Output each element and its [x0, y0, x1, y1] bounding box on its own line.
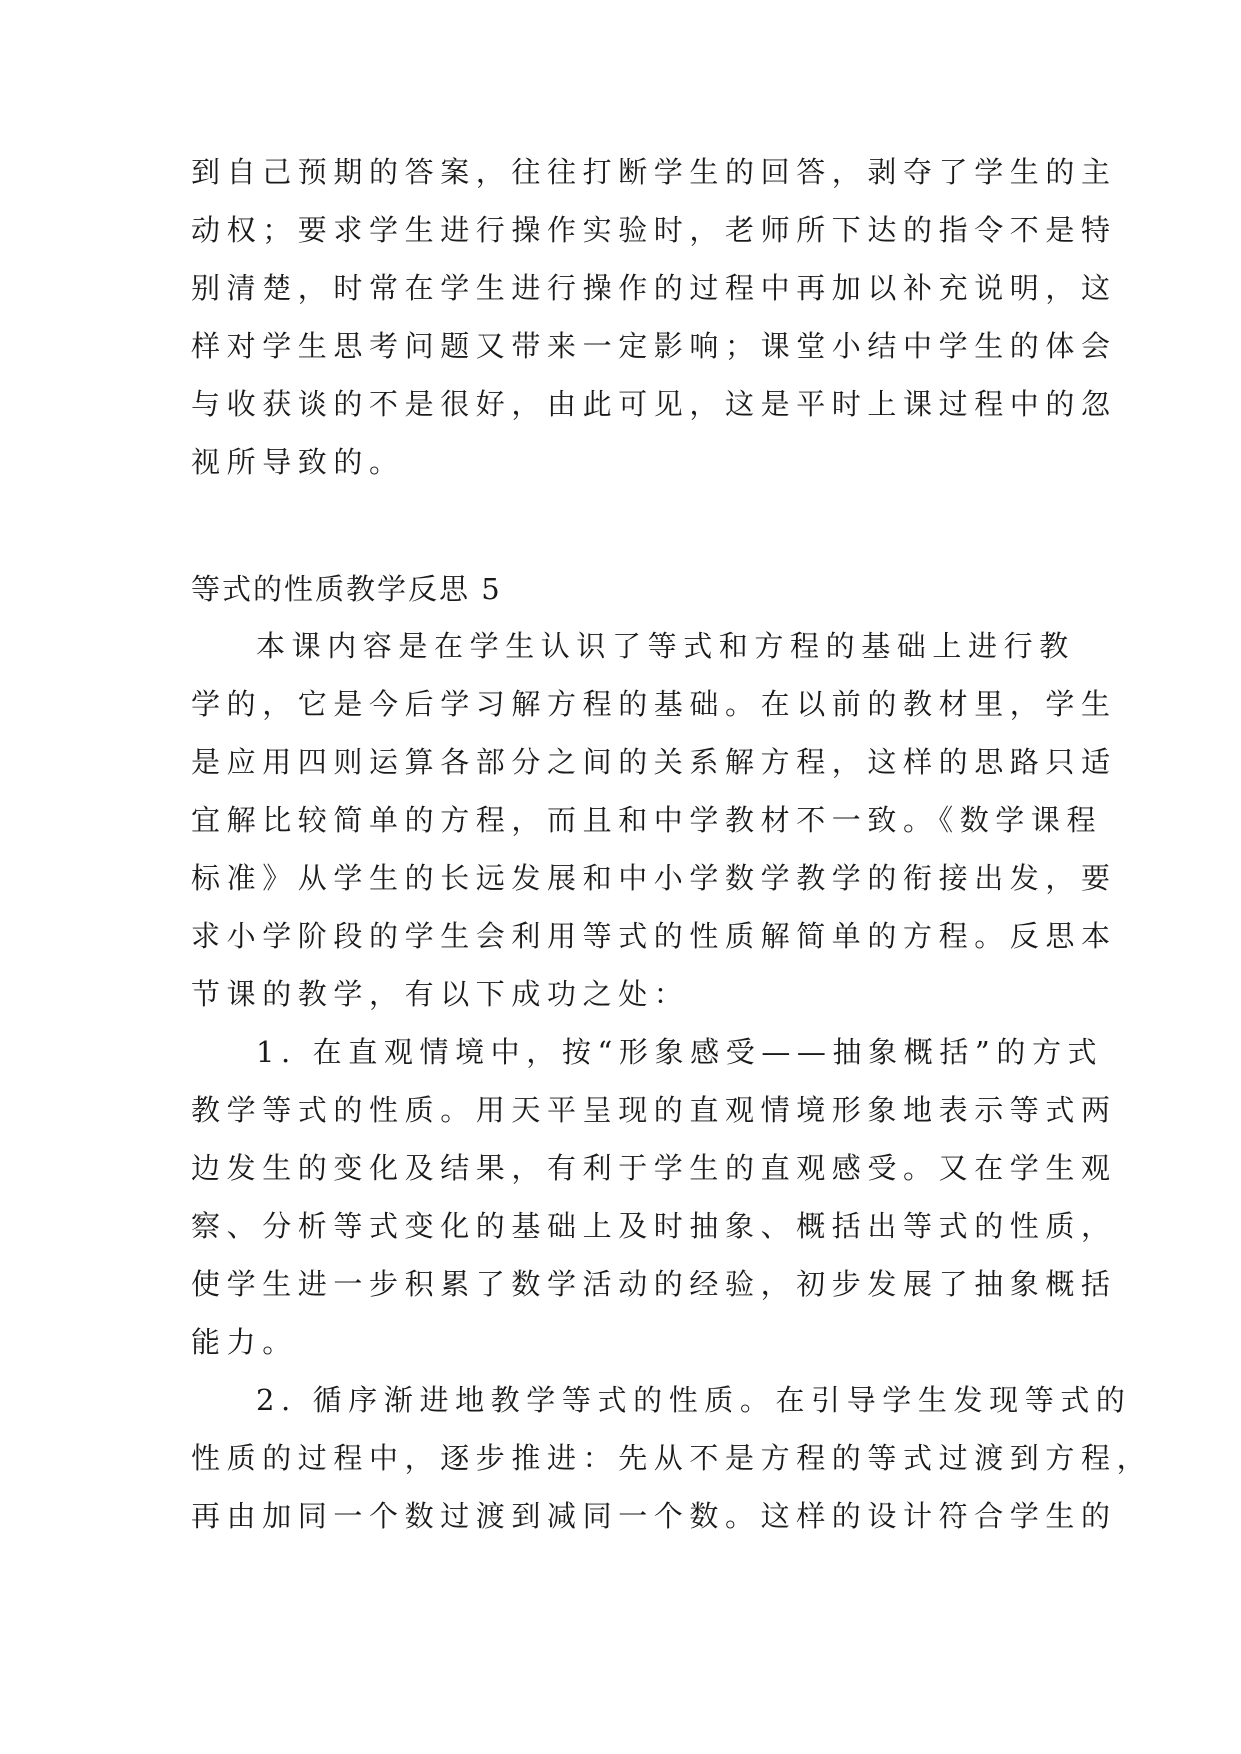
text-line: 学的，它是今后学习解方程的基础。在以前的教材里，学生	[191, 687, 1117, 721]
text-line: 动权；要求学生进行操作实验时，老师所下达的指令不是特	[191, 213, 1117, 247]
text-line: 与收获谈的不是很好，由此可见，这是平时上课过程中的忽	[191, 387, 1117, 421]
text-line: 样对学生思考问题又带来一定影响；课堂小结中学生的体会	[191, 329, 1117, 363]
text-line: 察、分析等式变化的基础上及时抽象、概括出等式的性质，	[191, 1209, 1117, 1243]
text-line: 节课的教学，有以下成功之处：	[191, 977, 690, 1011]
text-line: 是应用四则运算各部分之间的关系解方程，这样的思路只适	[191, 745, 1117, 779]
text-line: 视所导致的。	[191, 445, 405, 479]
text-line: 2. 循序渐进地教学等式的性质。在引导学生发现等式的	[256, 1383, 1132, 1417]
text-line: 求小学阶段的学生会利用等式的性质解简单的方程。反思本	[191, 919, 1117, 953]
section-title: 等式的性质教学反思 5	[191, 572, 502, 606]
text-line: 能力。	[191, 1325, 298, 1359]
text-line: 再由加同一个数过渡到减同一个数。这样的设计符合学生的	[191, 1499, 1117, 1533]
text-line: 宜解比较简单的方程，而且和中学教材不一致。《数学课程	[191, 803, 1103, 837]
text-line: 本课内容是在学生认识了等式和方程的基础上进行教	[256, 629, 1075, 663]
text-line: 1. 在直观情境中，按“形象感受——抽象概括”的方式	[256, 1035, 1104, 1069]
text-line: 别清楚，时常在学生进行操作的过程中再加以补充说明，这	[191, 271, 1117, 305]
text-line: 到自己预期的答案，往往打断学生的回答，剥夺了学生的主	[191, 155, 1117, 189]
text-line: 标准》从学生的长远发展和中小学数学教学的衔接出发，要	[191, 861, 1117, 895]
text-line: 性质的过程中，逐步推进：先从不是方程的等式过渡到方程，	[191, 1441, 1153, 1475]
text-line: 使学生进一步积累了数学活动的经验，初步发展了抽象概括	[191, 1267, 1117, 1301]
text-line: 边发生的变化及结果，有利于学生的直观感受。又在学生观	[191, 1151, 1117, 1185]
text-line: 教学等式的性质。用天平呈现的直观情境形象地表示等式两	[191, 1093, 1117, 1127]
